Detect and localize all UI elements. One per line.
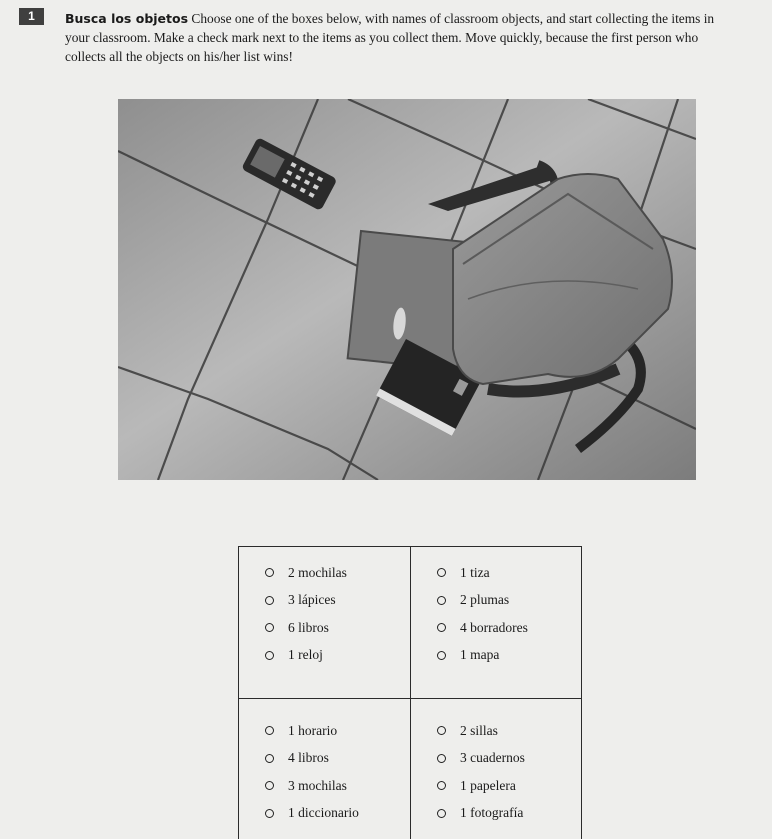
- checklist-item[interactable]: [437, 800, 581, 828]
- checklist-box-1-left-column: [239, 547, 410, 698]
- objects-checklist-table: [238, 546, 582, 839]
- checklist-item-label: 1 papelera: [460, 777, 516, 793]
- checklist-item[interactable]: [265, 717, 410, 745]
- check-circle-icon[interactable]: [437, 781, 446, 790]
- instructions-paragraph: [65, 9, 730, 66]
- check-circle-icon[interactable]: [437, 568, 446, 577]
- checklist-item-label: 2 sillas: [460, 722, 498, 738]
- instructions-text: Choose one of the boxes below, with names of classroom objects, and start collecting the items in your classroom. Make a check mark next to the items as you collect them. Move quickly, because the first person who collects all the objects on his/her list wins!: [65, 11, 715, 64]
- exercise-title: Busca los objetos: [65, 11, 189, 26]
- classroom-objects-photo: [118, 99, 696, 480]
- check-circle-icon[interactable]: [265, 809, 274, 818]
- checklist-item[interactable]: [265, 745, 410, 773]
- checklist-item-label: 4 libros: [288, 750, 329, 766]
- checklist-item[interactable]: [437, 717, 581, 745]
- checklist-item-label: 1 diccionario: [288, 805, 359, 821]
- checklist-item-label: 2 plumas: [460, 592, 510, 608]
- check-circle-icon[interactable]: [265, 754, 274, 763]
- checklist-item[interactable]: [437, 559, 581, 587]
- check-circle-icon[interactable]: [437, 754, 446, 763]
- checklist-item[interactable]: [437, 614, 581, 642]
- checklist-item-label: 1 reloj: [288, 647, 323, 663]
- check-circle-icon[interactable]: [437, 651, 446, 660]
- checklist-item[interactable]: [437, 587, 581, 615]
- checklist-item-label: 6 libros: [288, 619, 329, 635]
- check-circle-icon[interactable]: [437, 726, 446, 735]
- checklist-item[interactable]: [265, 800, 410, 828]
- checklist-item-label: 1 fotografía: [460, 805, 524, 821]
- checklist-item[interactable]: [437, 642, 581, 670]
- check-circle-icon[interactable]: [265, 651, 274, 660]
- check-circle-icon[interactable]: [265, 568, 274, 577]
- checklist-item-label: 1 mapa: [460, 647, 500, 663]
- exercise-number-badge: 1: [19, 8, 44, 25]
- check-circle-icon[interactable]: [437, 809, 446, 818]
- checklist-item-label: 3 lápices: [288, 592, 336, 608]
- checklist-item-label: 3 cuadernos: [460, 750, 525, 766]
- checklist-item[interactable]: [265, 559, 410, 587]
- checklist-item[interactable]: [265, 587, 410, 615]
- checklist-item-label: 4 borradores: [460, 619, 528, 635]
- check-circle-icon[interactable]: [265, 596, 274, 605]
- checklist-box-2[interactable]: [239, 698, 581, 839]
- checklist-item[interactable]: [437, 745, 581, 773]
- check-circle-icon[interactable]: [265, 623, 274, 632]
- checklist-item-label: 3 mochilas: [288, 777, 347, 793]
- checklist-box-1[interactable]: [239, 547, 581, 698]
- checklist-box-1-right-column: [410, 547, 581, 698]
- checklist-box-2-right-column: [410, 699, 581, 839]
- checklist-box-2-left-column: [239, 699, 410, 839]
- checklist-item-label: 1 tiza: [460, 564, 490, 580]
- checklist-item[interactable]: [265, 772, 410, 800]
- checklist-item[interactable]: [437, 772, 581, 800]
- checklist-item-label: 1 horario: [288, 722, 338, 738]
- check-circle-icon[interactable]: [437, 596, 446, 605]
- check-circle-icon[interactable]: [265, 781, 274, 790]
- checklist-item[interactable]: [265, 614, 410, 642]
- checklist-item-label: 2 mochilas: [288, 564, 347, 580]
- check-circle-icon[interactable]: [437, 623, 446, 632]
- checklist-item[interactable]: [265, 642, 410, 670]
- check-circle-icon[interactable]: [265, 726, 274, 735]
